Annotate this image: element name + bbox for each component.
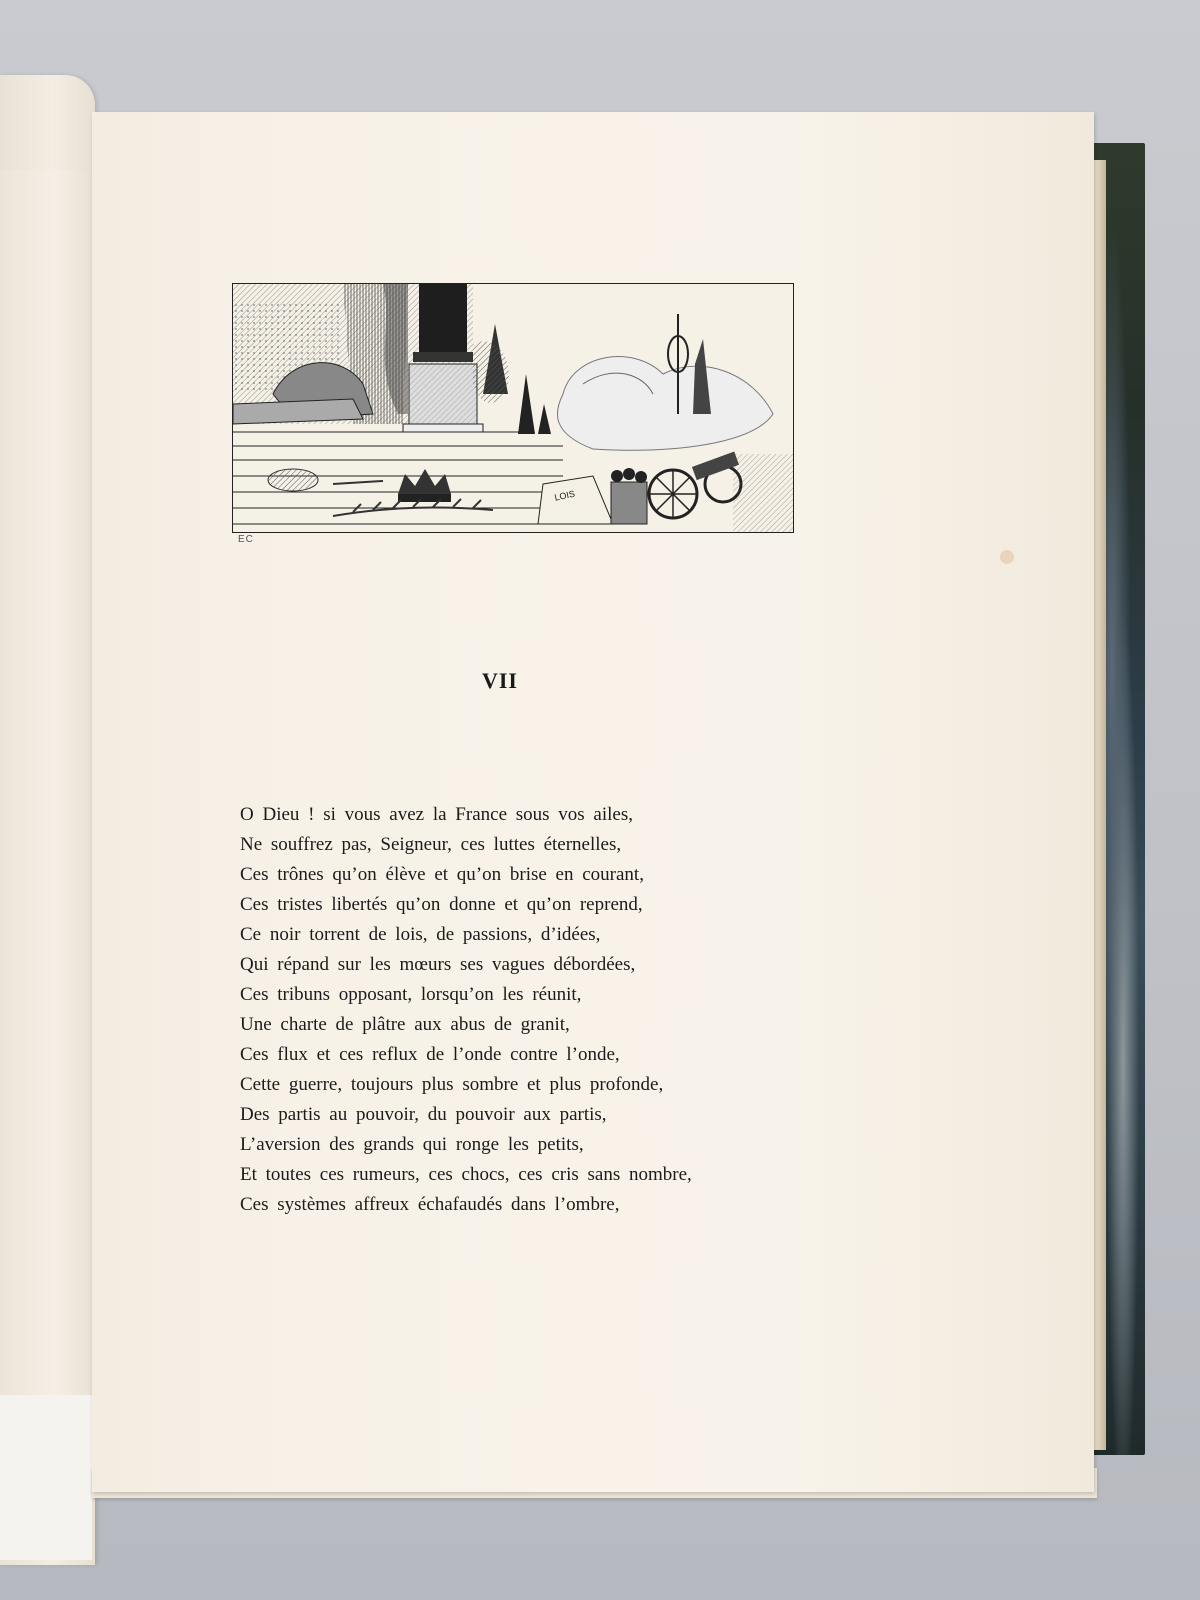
left-page-fold xyxy=(0,75,95,1565)
left-page-inner xyxy=(0,170,92,1470)
chapter-number: VII xyxy=(481,668,518,693)
poem-line: Ces systèmes affreux échafaudés dans l’ombre, xyxy=(240,1194,620,1215)
poem-line: Ne souffrez pas, Seigneur, ces luttes éternelles, xyxy=(240,834,622,855)
poem-line: Ces flux et ces reflux de l’onde contre l’onde, xyxy=(240,1044,620,1065)
poem-line: Qui répand sur les mœurs ses vagues débordées, xyxy=(240,954,636,975)
engraver-signature: EC xyxy=(238,534,254,545)
tablet-lois-text: LOIS xyxy=(553,488,576,503)
poem-line: Une charte de plâtre aux abus de granit, xyxy=(240,1014,570,1035)
poem-line: Ces tribuns opposant, lorsqu’on les réunit, xyxy=(240,984,582,1005)
poem-line: Cette guerre, toujours plus sombre et plus profonde, xyxy=(240,1074,664,1095)
poem-line: Ces tristes libertés qu’on donne et qu’on reprend, xyxy=(240,894,643,915)
engraving-illustration xyxy=(232,283,794,533)
poem-line: Ces trônes qu’on élève et qu’on brise en courant, xyxy=(240,864,644,885)
poem-stanza xyxy=(240,800,880,1220)
poem-line: Et toutes ces rumeurs, ces chocs, ces cris sans nombre, xyxy=(240,1164,692,1185)
poem-line: Des partis au pouvoir, du pouvoir aux partis, xyxy=(240,1104,607,1125)
poem-line: O Dieu ! si vous avez la France sous vos ailes, xyxy=(240,804,634,825)
poem-line: Ce noir torrent de lois, de passions, d’idées, xyxy=(240,924,601,945)
left-page-bottom xyxy=(0,1395,92,1560)
engraving-drawing xyxy=(233,284,793,532)
poem-line: L’aversion des grands qui ronge les petits, xyxy=(240,1134,584,1155)
foxing-spot xyxy=(1000,550,1014,564)
